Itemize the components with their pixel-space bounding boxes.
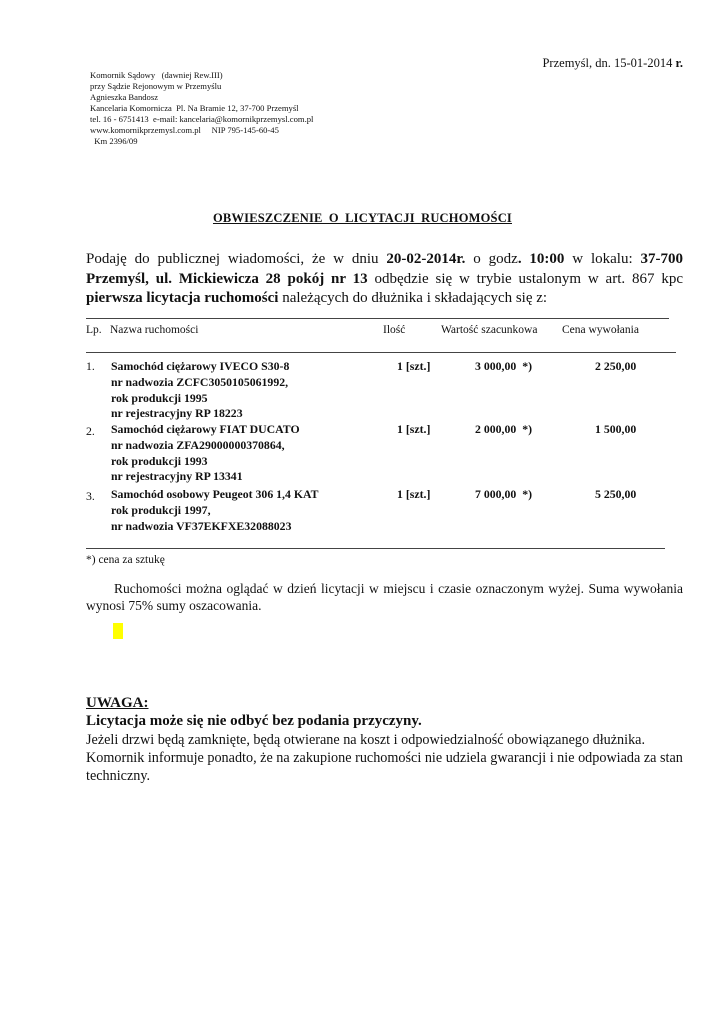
table-row [111,422,300,485]
warning-line: Jeżeli drzwi będą zamknięte, będą otwierane na koszt i odpowiedzialność obowiązanego dłużnika. [86,732,646,748]
item-name: Samochód ciężarowy FIAT DUCATO [111,422,300,436]
col-header-value: Wartość szacunkowa [441,324,538,336]
item-value: 2 000,00 *) [475,422,533,436]
letterhead-line: tel. 16 - 6751413 e-mail: kancelaria@komornikprzemysl.com.pl [90,114,314,124]
date-text: Przemyśl, dn. 15-01-2014 [542,56,673,70]
row-number: 2. [86,424,95,438]
item-price: 1 500,00 [595,422,637,436]
document-date [542,56,683,71]
letterhead-line: Komornik Sądowy (dawniej Rew.III) [90,70,223,80]
letterhead-line: przy Sądzie Rejonowym w Przemyślu [90,81,222,91]
item-quantity: 1 [szt.] [397,422,431,436]
letterhead-line: Kancelaria Komornicza Pl. Na Bramie 12, 37-700 Przemyśl [90,103,299,113]
item-price: 5 250,00 [595,487,637,501]
intro-text-1: Podaję do publicznej wiadomości, że w dniu [86,251,387,267]
row-number: 3. [86,489,95,503]
warning-text [86,731,686,785]
col-header-price: Cena wywołania [562,324,639,336]
item-name: Samochód ciężarowy IVECO S30-8 [111,359,290,373]
intro-text-4: odbędzie się w trybie ustalonym w art. 867 kpc [367,270,683,287]
letterhead-line: Km 2396/09 [90,136,138,146]
auction-place: 37-700 Przemyśl, ul. Mickiewicza 28 pokój nr 13 [86,251,683,287]
table-header-rule [86,352,676,353]
col-header-lp: Lp. [86,324,102,336]
intro-paragraph [86,250,683,309]
item-value: 3 000,00 *) [475,359,533,373]
item-detail: nr rejestracyjny RP 18223 [111,406,243,421]
warning-line: Komornik informuje ponadto, że na zakupione ruchomości nie udziela gwarancji i nie odpowiada za stan techniczny. [86,750,683,784]
item-detail: nr nadwozia ZFA29000000370864, [111,437,285,452]
item-detail: rok produkcji 1995 [111,390,208,405]
document-title: OBWIESZCZENIE O LICYTACJI RUCHOMOŚCI [212,211,512,225]
auction-kind: pierwsza licytacja ruchomości [86,290,279,306]
inspection-paragraph: Ruchomości można oglądać w dzień licytacji w miejscu i czasie oznaczonym wyżej. Suma wywołania wynosi 75% sumy oszacowania. [86,581,683,613]
item-detail: nr nadwozia VF37EKFXE32088023 [111,518,292,533]
auction-date: 20-02-2014r. [386,251,466,267]
item-detail: rok produkcji 1997, [111,502,211,517]
auction-time: . 10:00 [517,251,565,267]
date-suffix: r. [675,56,683,70]
price-footnote: *) cena za sztukę [86,554,165,566]
highlight-mark [113,623,123,639]
letterhead-line: Agnieszka Bandosz [90,92,159,102]
item-price: 2 250,00 [595,359,637,373]
intro-text-5: należących do dłużnika i składających się z: [278,290,548,306]
warning-bold-line: Licytacja może się nie odbyć bez podania przyczyny. [86,713,422,729]
item-quantity: 1 [szt.] [397,487,431,501]
col-header-qty: Ilość [383,324,406,336]
intro-text-2: o godz [465,251,518,267]
item-detail: nr rejestracyjny RP 13341 [111,469,243,484]
table-bottom-rule [86,548,665,549]
bailiff-letterhead [90,70,313,147]
table-row [111,359,289,422]
intro-text-3: w lokalu: [564,251,641,267]
table-row [111,487,319,534]
col-header-name: Nazwa ruchomości [110,324,199,336]
item-quantity: 1 [szt.] [397,359,431,373]
letterhead-line: www.komornikprzemysl.com.pl NIP 795-145-60-45 [90,125,279,135]
item-name: Samochód osobowy Peugeot 306 1,4 KAT [111,487,319,501]
row-number: 1. [86,359,95,373]
item-detail: nr nadwozia ZCFC3050105061992, [111,374,289,389]
table-top-rule [86,318,669,319]
warning-heading: UWAGA: [86,695,149,711]
item-detail: rok produkcji 1993 [111,453,208,468]
item-value: 7 000,00 *) [475,487,533,501]
